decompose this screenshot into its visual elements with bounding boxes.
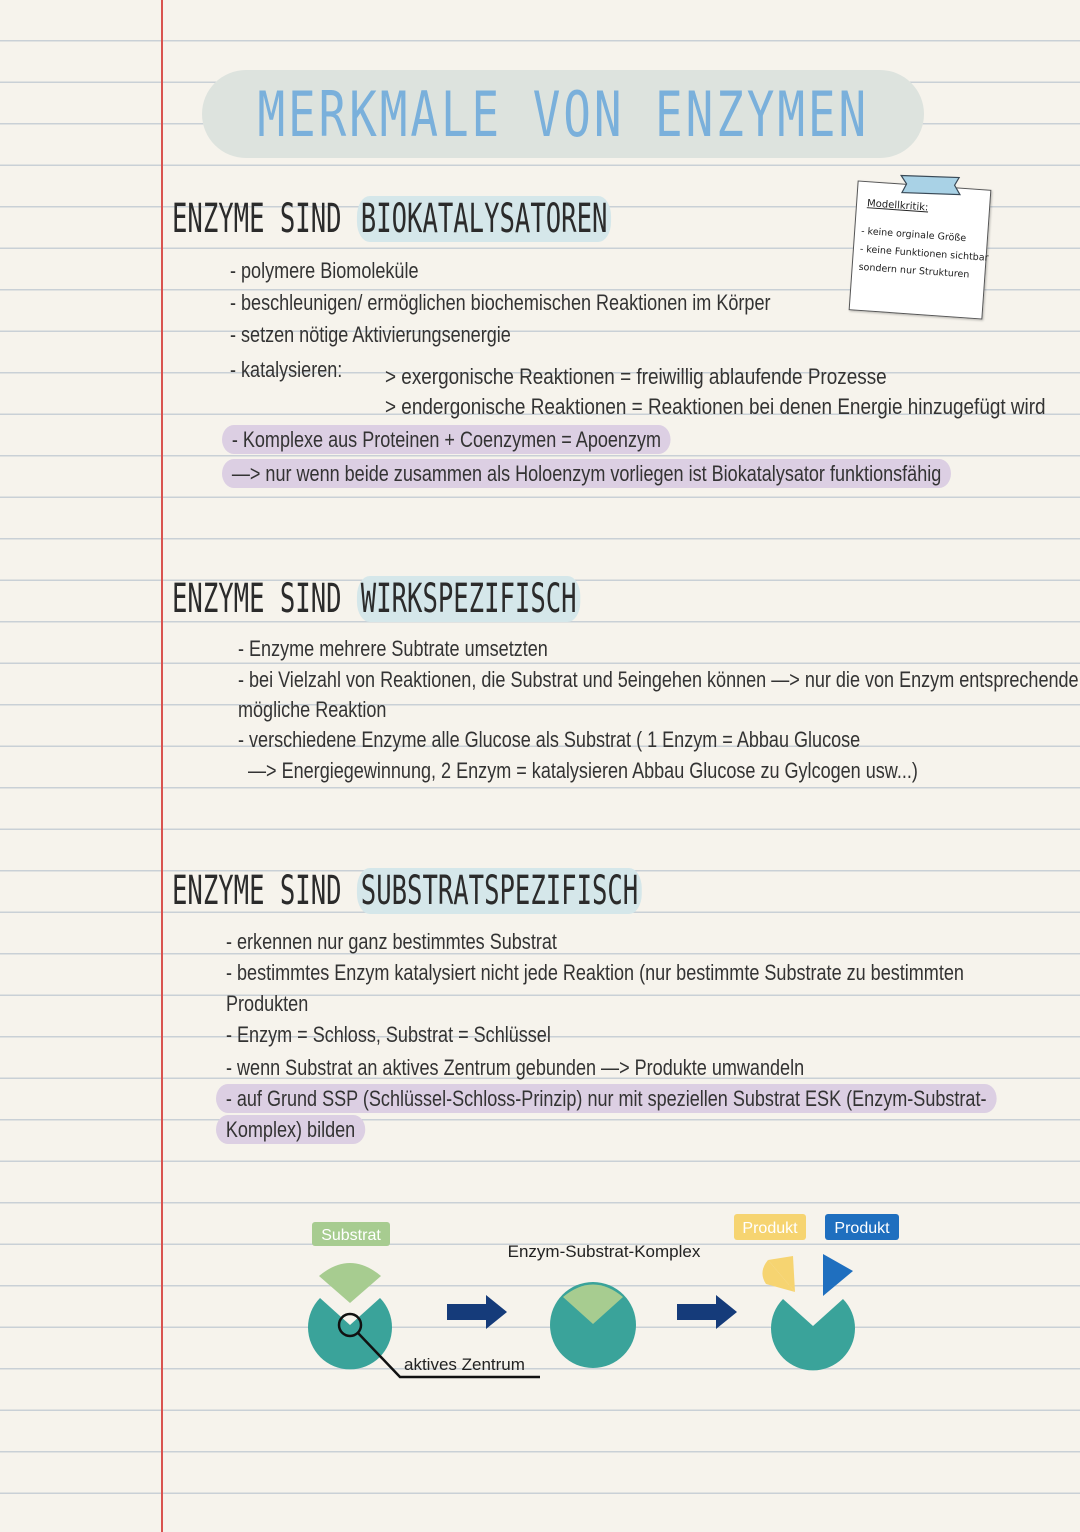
highlight-ssp: - auf Grund SSP (Schlüssel-Schloss-Prinzip) nur mit speziellen Substrat ESK (Enzym-Substrat- bbox=[216, 1084, 996, 1113]
text-line: - Enzyme mehrere Subtrate umsetzten bbox=[238, 636, 548, 661]
model-critique-note bbox=[849, 180, 992, 319]
product-blue-shape bbox=[823, 1254, 853, 1296]
note-line: - keine Funktionen sichtbar bbox=[859, 243, 989, 264]
heading-highlight: BIOKATALYSATOREN bbox=[357, 196, 611, 242]
arrow-icon bbox=[447, 1295, 507, 1329]
note-line: - keine orginale Größe bbox=[860, 225, 967, 245]
text-line: - bestimmtes Enzym katalysiert nicht jede Reaktion (nur bestimmte Substrate zu bestimmten bbox=[226, 960, 964, 985]
text-line: - katalysieren: bbox=[230, 357, 343, 382]
text-line: - erkennen nur ganz bestimmtes Substrat bbox=[226, 929, 557, 954]
highlight-esk: Komplex) bilden bbox=[216, 1115, 365, 1144]
text-line: - beschleunigen/ ermöglichen biochemischen Reaktionen im Körper bbox=[230, 290, 771, 315]
enzyme-substrate-diagram bbox=[290, 1200, 930, 1400]
text-line-endergonic: > endergonische Reaktionen = Reaktionen bei denen Energie hinzugefügt wird bbox=[385, 394, 1046, 419]
section-heading-wirkspezifisch bbox=[172, 576, 580, 622]
substrate-shape bbox=[319, 1263, 381, 1303]
section-heading-biokatalysatoren bbox=[172, 196, 611, 242]
section-heading-substratspezifisch bbox=[172, 868, 642, 914]
substrat-label: Substrat bbox=[321, 1227, 381, 1244]
heading-prefix: ENZYME SIND bbox=[172, 576, 357, 622]
produkt-label-blue: Produkt bbox=[834, 1220, 890, 1237]
tape-icon bbox=[894, 170, 966, 199]
text-line: mögliche Reaktion bbox=[238, 697, 387, 722]
highlight-apoenzym: - Komplexe aus Proteinen + Coenzymen = Apoenzym bbox=[222, 425, 671, 454]
highlight-holoenzym: —> nur wenn beide zusammen als Holoenzym vorliegen ist Biokatalysator funktionsfähig bbox=[222, 459, 951, 488]
text-line: - wenn Substrat an aktives Zentrum gebunden —> Produkte umwandeln bbox=[226, 1055, 805, 1080]
text-line: - setzen nötige Aktivierungsenergie bbox=[230, 322, 511, 347]
margin-line bbox=[161, 0, 163, 1532]
highlighted-text bbox=[216, 1117, 365, 1143]
enzyme-shape bbox=[308, 1298, 392, 1369]
heading-prefix: ENZYME SIND bbox=[172, 868, 357, 914]
produkt-label-yellow: Produkt bbox=[742, 1220, 798, 1237]
page-title: MERKMALE VON ENZYMEN bbox=[257, 77, 869, 151]
text-line: - polymere Biomoleküle bbox=[230, 258, 419, 283]
text-line: Produkten bbox=[226, 991, 309, 1016]
text-line: - bei Vielzahl von Reaktionen, die Substrat und 5eingehen können —> nur die von Enzym entsprechende bbox=[238, 667, 1079, 692]
heading-highlight: SUBSTRATSPEZIFISCH bbox=[357, 868, 642, 914]
title-banner bbox=[202, 70, 924, 158]
highlighted-text bbox=[216, 1086, 996, 1112]
free-enzyme-shape bbox=[771, 1299, 855, 1370]
text-line: - verschiedene Enzyme alle Glucose als Substrat ( 1 Enzym = Abbau Glucose bbox=[238, 727, 861, 752]
text-line: —> Energiegewinnung, 2 Enzym = katalysieren Abbau Glucose zu Gylcogen usw...) bbox=[248, 758, 918, 783]
highlighted-text bbox=[222, 461, 951, 487]
text-line: - Enzym = Schloss, Substrat = Schlüssel bbox=[226, 1022, 551, 1047]
note-title: Modellkritik: bbox=[866, 198, 929, 214]
arrow-icon bbox=[677, 1295, 737, 1329]
heading-highlight: WIRKSPEZIFISCH bbox=[357, 576, 580, 622]
highlighted-text bbox=[222, 427, 671, 453]
complex-label: Enzym-Substrat-Komplex bbox=[507, 1242, 701, 1261]
text-line-exergonic: > exergonische Reaktionen = freiwillig ablaufende Prozesse bbox=[385, 364, 887, 389]
active-site-label: aktives Zentrum bbox=[404, 1355, 525, 1374]
heading-prefix: ENZYME SIND bbox=[172, 196, 357, 242]
note-line: sondern nur Strukturen bbox=[858, 261, 970, 281]
